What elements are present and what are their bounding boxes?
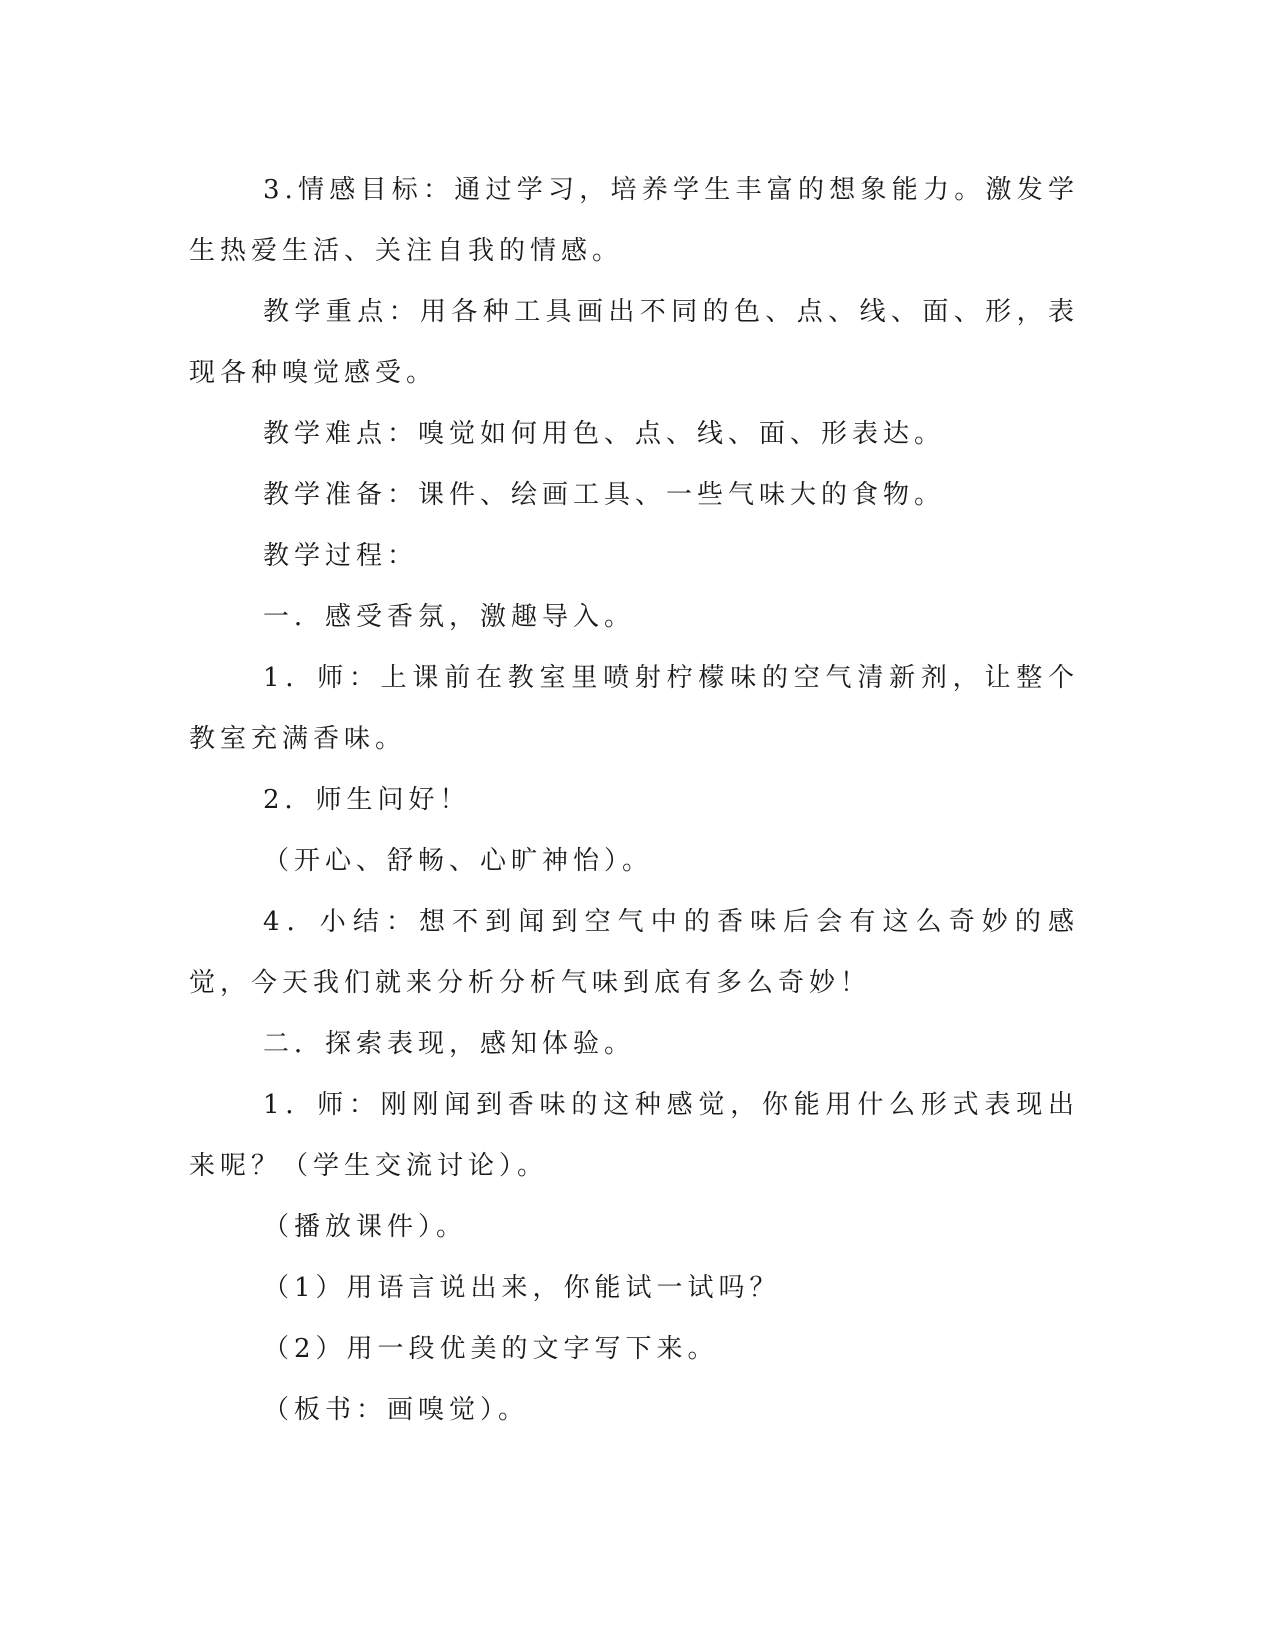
paragraph-note: （播放课件）。	[263, 1212, 468, 1242]
list-item: 4．小结：想不到闻到空气中的香味后会有这么奇妙的感觉，今天我们就来分析分析气味到底有多么奇妙！	[189, 907, 1079, 998]
paragraph-teaching-focus: 教学重点：用各种工具画出不同的色、点、线、面、形，表现各种嗅觉感受。	[189, 297, 1079, 388]
list-item: 1．师：上课前在教室里喷射柠檬味的空气清新剂，让整个教室充满香味。	[189, 663, 1079, 754]
list-item: 1．师：刚刚闻到香味的这种感觉，你能用什么形式表现出来呢？（学生交流讨论）。	[189, 1090, 1079, 1181]
section-heading-2: 二．探索表现，感知体验。	[263, 1029, 636, 1059]
paragraph-note: （开心、舒畅、心旷神怡）。	[263, 846, 654, 876]
list-item: （1）用语言说出来，你能试一试吗？	[263, 1273, 781, 1303]
document-body	[189, 160, 1079, 1441]
list-item: （2）用一段优美的文字写下来。	[263, 1334, 719, 1364]
paragraph-teaching-difficulty: 教学难点：嗅觉如何用色、点、线、面、形表达。	[263, 419, 946, 449]
list-item: 2．师生问好！	[263, 785, 471, 815]
section-heading-1: 一．感受香氛，激趣导入。	[263, 602, 636, 632]
paragraph-teaching-process: 教学过程：	[263, 541, 419, 571]
paragraph-teaching-preparation: 教学准备：课件、绘画工具、一些气味大的食物。	[263, 480, 946, 510]
paragraph-emotional-goal: 3.情感目标：通过学习，培养学生丰富的想象能力。激发学生热爱生活、关注自我的情感。	[189, 175, 1079, 266]
paragraph-note: （板书：画嗅觉）。	[263, 1395, 530, 1425]
